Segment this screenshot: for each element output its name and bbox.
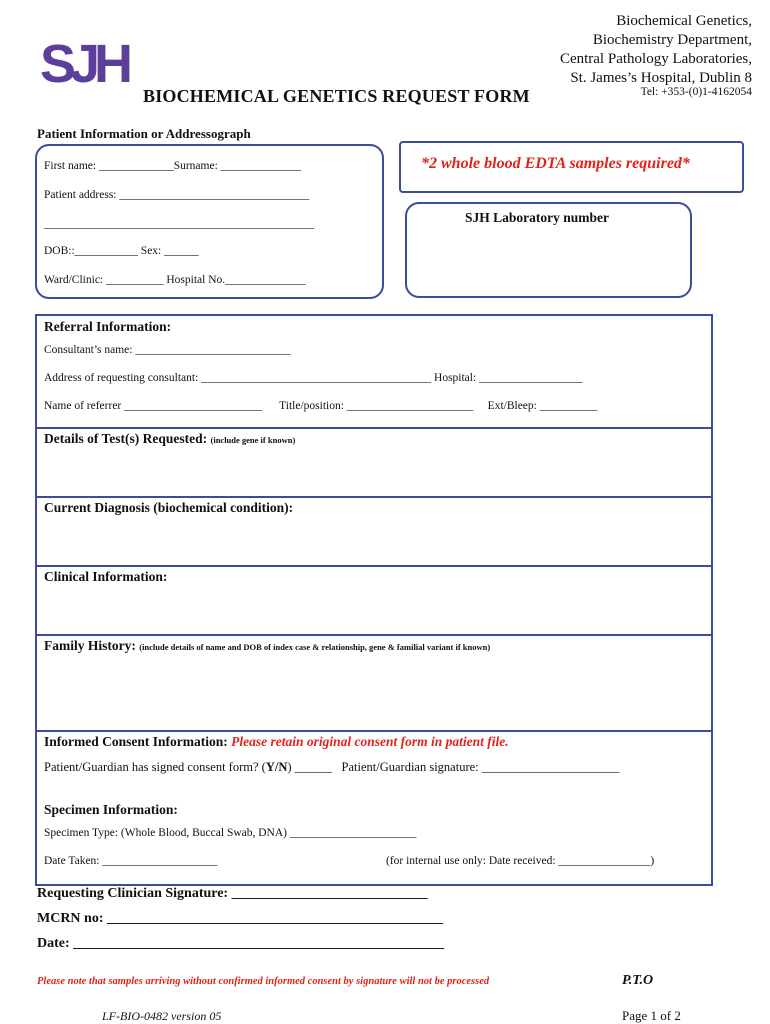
tests-note: (include gene if known) [210, 435, 296, 445]
patient-section-label: Patient Information or Addressograph [37, 126, 251, 141]
consent-heading: Informed Consent Information: [44, 734, 228, 749]
family-history-heading: Family History: [44, 638, 136, 653]
lab-number-box[interactable] [405, 202, 692, 298]
date-taken-field[interactable]: Date Taken: ____________________ [44, 855, 218, 867]
consent-required-note: Please note that samples arriving without confirmed informed consent by signature will not be processed [37, 976, 490, 987]
consent-warning: Please retain original consent form in patient file. [231, 734, 509, 749]
referral-heading: Referral Information: [44, 319, 172, 334]
specimen-type-field[interactable]: Specimen Type: (Whole Blood, Buccal Swab, DNA) ______________________ [44, 827, 417, 839]
address-line: Central Pathology Laboratories, [559, 51, 752, 67]
consent-signed-prefix: Patient/Guardian has signed consent form? ( [44, 760, 266, 774]
consent-signed-suffix: ) ______ Patient/Guardian signature: ______________________ [287, 760, 620, 774]
form-version: LF-BIO-0482 version 05 [102, 1009, 222, 1023]
lab-address [560, 12, 752, 88]
tests-section[interactable] [44, 431, 295, 447]
referral-block [35, 314, 713, 886]
clinical-heading[interactable]: Clinical Information: [44, 569, 168, 584]
patient-address-field[interactable]: Patient address: _________________________________ [44, 189, 310, 201]
lab-telephone: Tel: +353-(0)1-4162054 [640, 86, 752, 98]
sjh-logo [38, 30, 138, 92]
date-received-field[interactable]: (for internal use only: Date received: ________________) [386, 855, 655, 867]
edta-notice-text: *2 whole blood EDTA samples required* [421, 155, 690, 172]
diagnosis-heading[interactable]: Current Diagnosis (biochemical condition): [44, 500, 294, 515]
consent-yn: Y/N [265, 760, 288, 774]
signature-date-field[interactable]: Date: _____________________________________________________ [37, 936, 445, 951]
first-name-surname-field[interactable]: First name: _____________Surname: ______________ [44, 160, 302, 172]
consultant-address-field[interactable]: Address of requesting consultant: ________________________________________ Hospital: __________________ [44, 372, 583, 384]
page-number: Page 1 of 2 [622, 1008, 681, 1023]
consent-section [44, 734, 509, 750]
dob-sex-field[interactable]: DOB::___________ Sex: ______ [44, 245, 199, 257]
mcrn-field[interactable]: MCRN no: ________________________________________________ [37, 911, 443, 926]
tests-heading: Details of Test(s) Requested: [44, 431, 208, 446]
divider [37, 427, 711, 429]
lab-number-label: SJH Laboratory number [465, 210, 610, 225]
clinician-signature-field[interactable]: Requesting Clinician Signature: ____________________________ [37, 886, 428, 901]
divider [37, 730, 711, 732]
family-history-note: (include details of name and DOB of index case & relationship, gene & familial variant if known) [139, 642, 491, 652]
address-line: St. James’s Hospital, Dublin 8 [570, 70, 752, 86]
consultant-name-field[interactable]: Consultant’s name: ___________________________ [44, 344, 291, 356]
logo-text: SJH [40, 34, 128, 92]
address-line: Biochemistry Department, [592, 32, 752, 48]
patient-address-line2-field[interactable]: _______________________________________________ [44, 218, 315, 230]
edta-notice-box [399, 141, 744, 193]
divider [37, 496, 711, 498]
family-history-section[interactable] [44, 638, 490, 654]
specimen-heading: Specimen Information: [44, 802, 178, 817]
divider [37, 565, 711, 567]
ward-hospital-no-field[interactable]: Ward/Clinic: __________ Hospital No.______________ [44, 274, 306, 286]
address-line: Biochemical Genetics, [616, 13, 752, 29]
form-title: BIOCHEMICAL GENETICS REQUEST FORM [143, 86, 530, 106]
patient-info-box [35, 144, 384, 299]
referrer-field[interactable]: Name of referrer ________________________ Title/position: ______________________ Ext/Bleep: __________ [44, 400, 598, 412]
pto-label: P.T.O [622, 973, 654, 988]
consent-signed-field[interactable] [44, 760, 619, 775]
divider [37, 634, 711, 636]
